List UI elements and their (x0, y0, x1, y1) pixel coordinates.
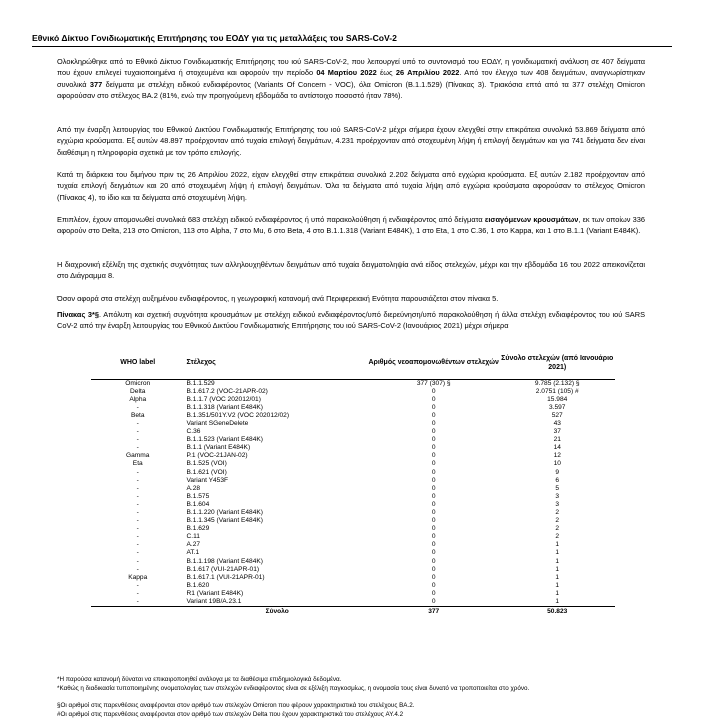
strain-cell: A.28 (186, 484, 201, 492)
strain-cell: Variant Y453F (186, 476, 229, 484)
total-count-cell: 1 (555, 573, 560, 581)
paragraph-summary (57, 56, 645, 102)
total-count-cell: 37 (553, 428, 561, 436)
p1-start-date: 04 Μαρτίου 2022 (316, 68, 377, 78)
header-strain: Στέλεχος (185, 349, 368, 379)
new-count-cell: 0 (431, 492, 436, 500)
table-total-row (91, 607, 615, 617)
strain-cell: B.1.629 (186, 525, 210, 533)
new-count-cell: 0 (431, 589, 436, 597)
total-count-cell: 9 (555, 468, 560, 476)
who-label-cell: - (136, 428, 139, 436)
strain-cell: B.1.1 (Variant E484K) (186, 444, 251, 452)
new-count-cell: 0 (431, 565, 436, 573)
total-count-cell: 21 (553, 436, 561, 444)
strain-cell: R1 (Variant E484K) (186, 589, 244, 597)
table-header-row (91, 349, 615, 379)
strain-cell: Variant 19B/A.23.1 (186, 598, 242, 606)
total-count-cell: 2 (555, 525, 560, 533)
who-label-cell: Eta (132, 460, 143, 468)
new-count-cell: 0 (431, 460, 436, 468)
table-row (91, 549, 615, 557)
total-new-cell: 377 (368, 607, 500, 617)
table-row (91, 469, 615, 477)
who-label-cell: - (136, 581, 139, 589)
who-label-cell: - (136, 444, 139, 452)
total-count-cell: 3 (555, 500, 560, 508)
strain-cell: B.1.620 (186, 581, 210, 589)
new-count-cell: 0 (431, 581, 436, 589)
strain-cell: Variant SGeneDelete (186, 419, 249, 427)
table-row (91, 412, 615, 420)
new-count-cell: 0 (431, 476, 436, 484)
total-blank-cell (91, 607, 185, 617)
new-count-cell: 0 (431, 436, 436, 444)
table-body (91, 379, 615, 616)
p4-text-a: Επιπλέον, έχουν απομονωθεί συνολικά 683 στελέχη ειδικού ενδιαφέροντος ή υπό παρακολούθηση ή ενδιαφέροντος από δείγματα (57, 215, 485, 224)
header-new-count: Αριθμός νεοαπομονωθέντων στελεχών (368, 349, 500, 379)
table-row (91, 396, 615, 404)
who-label-cell: Kappa (128, 573, 148, 581)
table-row (91, 436, 615, 444)
strain-cell: C.36 (186, 428, 201, 436)
total-count-cell: 6 (555, 476, 560, 484)
who-label-cell: - (136, 492, 139, 500)
new-count-cell: 0 (431, 509, 436, 516)
who-label-cell: - (136, 436, 139, 444)
total-count-cell: 9.785 (2.132) § (534, 379, 580, 387)
table-row (91, 404, 615, 412)
new-count-cell: 0 (431, 573, 436, 581)
table-row (91, 460, 615, 468)
who-label-cell: - (136, 598, 139, 606)
table-caption-text: . Απόλυτη και σχετική συχνότητα κρουσμάτων με στελέχη ειδικού ενδιαφέροντος/υπό διερεύνηση/υπό παρακολούθηση ή άλλα στελέχη ενδιαφέροντος του ιού SARS CoV-2 από την έναρξη λειτουργίας του Εθνικού Δικτύου Γονιδιωματικής Επιτήρησης του ιού SARS-CoV-2 (Ιανουάριος 2021) μέχρι σήμερα (57, 310, 645, 331)
p4-text-c: , εκ των οποίων 336 αφορούν στο Delta, 213 στο Omicron, 113 στο Alpha, 7 στο Mu, 6 στο Beta, 4 στο B.1.1.318 (Variant E484K), 1 στο Eta, 1 στο C.36, 1 στο Kappa, και 1 στο B.1.1 (Variant E484K). (57, 215, 645, 236)
who-label-cell: Delta (130, 387, 146, 395)
total-count-cell: 14 (553, 444, 561, 452)
who-label-cell: - (136, 533, 139, 541)
strain-cell: B.1.575 (186, 492, 210, 500)
table-row (91, 379, 615, 388)
new-count-cell: 0 (431, 444, 436, 452)
table-row (91, 566, 615, 574)
new-count-cell: 377 (307) § (416, 379, 451, 387)
new-count-cell: 0 (431, 500, 436, 508)
total-count-cell: 2 (555, 517, 560, 525)
new-count-cell: 0 (431, 395, 436, 403)
total-count-cell: 3 (555, 492, 560, 500)
table-row (91, 477, 615, 485)
footnote: §Οι αριθμοί στις παρενθέσεις αναφέρονται στον αριθμό των στελεχών Omicron που φέρουν χαρακτηριστικά του στελέχους BA.2. (57, 702, 415, 709)
table-row (91, 485, 615, 493)
strain-cell: B.1.1.529 (186, 379, 215, 387)
strain-cell: B.1.525 (VOI) (186, 460, 227, 468)
new-count-cell: 0 (431, 428, 436, 436)
p1-text-g: δείγματα με στελέχη ειδικού ενδιαφέροντος (Variants Of Concern - VOC), όλα Omicron (B.1.1.529) (Πίνακας 3). Τριακόσια επτά από τα 377 στελέχη Omicron αφορούσαν στο στέλεχος BA.2 (81%, ενώ την προηγούμενη εβδομάδα το αντίστοιχο ποσοστό ήταν 78%). (57, 79, 645, 101)
new-count-cell: 0 (431, 598, 436, 606)
new-count-cell: 0 (431, 468, 436, 476)
header-who-label: WHO label (91, 349, 185, 379)
strain-cell: B.1.1.345 (Variant E484K) (186, 517, 263, 525)
total-count-cell: 1 (555, 598, 560, 606)
table-row (91, 444, 615, 452)
strain-cell: B.1.604 (186, 500, 210, 508)
total-count-cell: 12 (553, 452, 561, 460)
who-label-cell: - (136, 557, 139, 565)
strain-cell: AT.1 (186, 549, 200, 557)
new-count-cell: 0 (431, 419, 436, 427)
p1-text-e: . Από τον έλεγχο των 408 δειγμάτων, αναγνωρίστηκαν συνολικά (57, 68, 645, 89)
new-count-cell: 0 (431, 533, 436, 541)
table-row (91, 420, 615, 428)
total-count-cell: 1 (555, 541, 560, 549)
strain-cell: B.1.1.7 (VOC 202012/01) (186, 395, 261, 403)
table-row (91, 517, 615, 525)
p1-text-c: έως (376, 68, 396, 78)
paragraph-imported (57, 214, 645, 237)
footnote: *Η παρούσα κατανομή δύναται να επικαιροποιηθεί ανάλογα με τα διαθέσιμα επιδημιολογικά δεδομένα. (57, 676, 342, 683)
who-label-cell: - (136, 403, 139, 411)
p1-voc-count: 377 (89, 79, 103, 89)
total-count-cell: 1 (555, 581, 560, 589)
new-count-cell: 0 (431, 525, 436, 533)
strain-cell: C.11 (186, 533, 200, 541)
table-row (91, 501, 615, 509)
total-count-cell: 1 (555, 565, 560, 573)
strain-cell: B.1.621 (VOI) (186, 468, 227, 476)
p1-end-date: 26 Απριλίου 2022 (395, 68, 460, 78)
table-row (91, 452, 615, 460)
new-count-cell: 0 (431, 403, 436, 411)
table-row (91, 509, 615, 517)
table-row (91, 493, 615, 501)
strain-cell: A.27 (186, 541, 201, 549)
who-label-cell: - (136, 509, 139, 516)
who-label-cell: - (136, 565, 139, 573)
new-count-cell: 0 (431, 541, 436, 549)
strain-cell: P.1 (VOC-21JAN-02) (186, 452, 248, 460)
new-count-cell: 0 (431, 517, 436, 525)
paragraph-geographic: Όσον αφορά στα στελέχη αυξημένου ενδιαφέροντος, η γεωγραφική κατανομή ανά Περιφερειακή Ενότητα παρουσιάζεται στον πίνακα 5. (57, 294, 499, 303)
page-header: Εθνικό Δίκτυο Γονιδιωματικής Επιτήρησης του ΕΟΔΥ για τις μεταλλάξεις του SARS-CoV-2 (32, 33, 397, 43)
paragraph-two-month: Κατά τη διάρκεια του διμήνου πριν τις 26 Απριλίου 2022, είχαν ελεγχθεί στην επικράτεια συνολικά 2.202 δείγματα από εγχώρια κρούσματα. Εξ αυτών 2.182 προέρχονταν από τυχαία επιλογή δειγμάτων και 20 από στοχευμένη λήψη ή επιλογή δειγμάτων. Όλα τα δείγματα από τυχαία λήψη από εγχώρια κρούσματα αφορούσαν το στέλεχος Omicron (Πίνακας 4), το ίδιο και τα δείγματα από στοχευμένη λήψη. (57, 170, 645, 202)
strain-cell: B.1.1.523 (Variant E484K) (186, 436, 263, 444)
who-label-cell: - (136, 419, 139, 427)
new-count-cell: 0 (431, 484, 436, 492)
strain-cell: B.1.617.1 (VUI-21APR-01) (186, 573, 265, 581)
who-label-cell: Alpha (129, 395, 147, 403)
strain-cell: B.1.1.220 (Variant E484K) (186, 509, 263, 516)
table-row (91, 525, 615, 533)
total-count-cell: 10 (553, 460, 561, 468)
table-row (91, 541, 615, 549)
new-count-cell: 0 (431, 557, 436, 565)
total-count-cell: 2 (555, 533, 560, 541)
who-label-cell: Beta (130, 411, 145, 419)
new-count-cell: 0 (431, 452, 436, 460)
who-label-cell: - (136, 549, 139, 557)
who-label-cell: - (136, 541, 139, 549)
table-row (91, 574, 615, 582)
table-row (91, 428, 615, 436)
p4-imported-cases: εισαγόμενων κρουσμάτων (484, 215, 579, 224)
strain-cell: B.1.1.318 (Variant E484K) (186, 403, 263, 411)
total-label-cell: Σύνολο (185, 607, 368, 617)
total-count-cell: 2 (555, 509, 560, 516)
total-count-cell: 15.984 (547, 395, 568, 403)
table-caption-label: Πίνακας 3*§ (57, 310, 100, 319)
total-count-cell: 1 (555, 549, 560, 557)
who-label-cell: - (136, 517, 139, 525)
total-count-cell: 527 (551, 411, 563, 419)
strain-cell: B.1.617 (VUI-21APR-01) (186, 565, 260, 573)
who-label-cell: - (136, 484, 139, 492)
new-count-cell: 0 (431, 387, 436, 395)
total-count-cell: 43 (553, 419, 561, 427)
total-count-cell: 1 (555, 557, 560, 565)
strain-cell: B.1.617.2 (VOC-21APR-02) (186, 387, 268, 395)
table-row (91, 582, 615, 590)
total-count-cell: 1 (555, 589, 560, 597)
who-label-cell: Gamma (126, 452, 150, 460)
variants-table (91, 349, 615, 616)
total-count-cell: 2.0751 (105) # (535, 387, 579, 395)
header-rule (32, 46, 672, 47)
who-label-cell: - (136, 500, 139, 508)
total-count-cell: 3.597 (548, 403, 566, 411)
strain-cell: B.1.1.198 (Variant E484K) (186, 557, 263, 565)
table-row (91, 598, 615, 607)
strain-cell: B.1.351/501Y.V2 (VOC 202012/02) (186, 411, 290, 419)
paragraph-temporal: Η διαχρονική εξέλιξη της σχετικής συχνότητας των αλληλουχηθέντων δειγμάτων από τυχαία δειγματοληψία ανά είδος στελεχών, μέχρι και την εβδομάδα 16 του 2022 απεικονίζεται στο Διάγραμμα 8. (57, 260, 645, 281)
table-row (91, 590, 615, 598)
new-count-cell: 0 (431, 549, 436, 557)
who-label-cell: - (136, 468, 139, 476)
table-row (91, 558, 615, 566)
footnote: *Καθώς η διαδικασία τυποποιημένης ονοματολογίας των στελεχών ενδιαφέροντος είναι σε εξέλιξη παγκοσμίως, η ονομασία τους είναι δυνατό να τροποποιείται στο χρόνο. (57, 685, 530, 692)
total-count-cell: 5 (555, 484, 560, 492)
who-label-cell: - (136, 525, 139, 533)
table-row (91, 388, 615, 396)
who-label-cell: - (136, 476, 139, 484)
header-total-count: Σύνολο στελεχών (από Ιανουάριο 2021) (499, 349, 615, 379)
paragraph-network-totals: Από την έναρξη λειτουργίας του Εθνικού Δικτύου Γονιδιωματικής Επιτήρησης του ιού SARS-CoV-2 μέχρι σήμερα έχουν ελεγχθεί στην επικράτεια συνολικά 53.869 δείγματα από εγχώρια κρούσματα. Εξ αυτών 48.897 προέρχονταν από τυχαία επιλογή δειγμάτων, 4.231 προέρχονταν από στοχευμένη λήψη ή επιλογή δειγμάτων και για 741 δείγματα δεν είναι διαθέσιμη η πληροφορία σχετικά με τον τρόπο επιλογής. (57, 125, 645, 157)
table-caption (57, 309, 645, 332)
p1-text-a: Ολοκληρώθηκε από το Εθνικό Δίκτυο Γονιδιωματικής Επιτήρησης του ιού SARS-CoV-2, που λειτουργεί υπό το συντονισμό του ΕΟΔΥ, η γονιδιωματική ανάλυση σε 407 δείγματα που έχουν επιλεγεί τυχαιοποιημένα ή στοχευμένα και αφορούν την περίοδο (57, 57, 645, 78)
who-label-cell: Omicron (125, 379, 151, 387)
who-label-cell: - (136, 589, 139, 597)
table-row (91, 533, 615, 541)
new-count-cell: 0 (431, 411, 436, 419)
total-all-cell: 50.823 (499, 607, 615, 617)
footnote: #Οι αριθμοί στις παρενθέσεις αναφέρονται στον αριθμό των στελεχών Delta που έχουν χαρακτηριστικά του στελέχους AY.4.2 (57, 711, 404, 718)
